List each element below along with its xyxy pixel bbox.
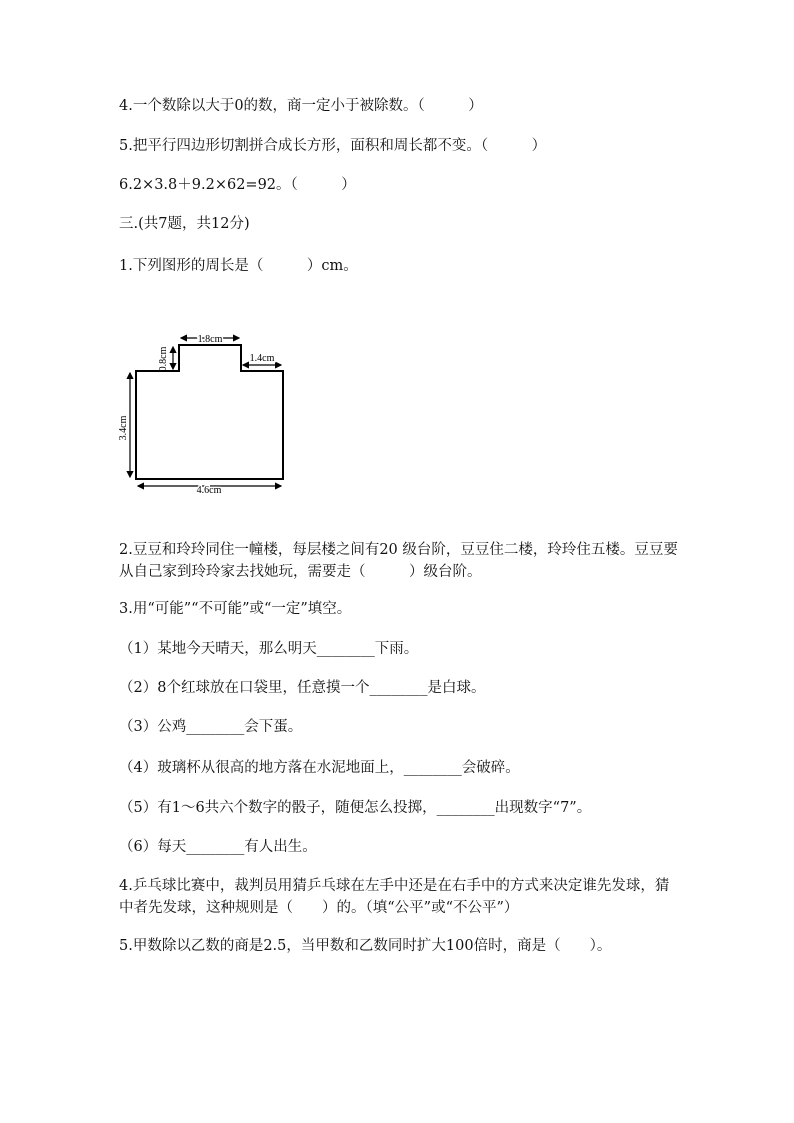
section3-question-3-1: （1）某地今天晴天，那么明天________下雨。 <box>119 641 419 657</box>
section3-question-5: 5.甲数除以乙数的商是2.5，当甲数和乙数同时扩大100倍时，商是（ ）。 <box>119 938 612 954</box>
dim-left-label: 3.4cm <box>118 415 129 441</box>
dim-top-label: 1.8cm <box>197 334 223 345</box>
section3-question-3-2: （2）8个红球放在口袋里，任意摸一个________是白球。 <box>119 680 486 696</box>
perimeter-figure <box>115 325 295 504</box>
section-3-heading: 三.(共7题，共12分) <box>119 216 250 232</box>
section3-question-4: 4.乒乓球比赛中，裁判员用猜乒乓球在左手中还是在右手中的方式来决定谁先发球，猜中者先发球，这种规则是（ ）的。（填“公平”或“不公平”） <box>119 878 670 916</box>
dim-right-label: 1.4cm <box>249 353 275 364</box>
section3-question-2: 2.豆豆和玲玲同住一幢楼，每层楼之间有20 级台阶，豆豆住二楼，玲玲住五楼。豆豆要从自己家到玲玲家去找她玩，需要走（ ）级台阶。 <box>119 542 678 580</box>
question-4: 4.一个数除以大于0的数，商一定小于被除数。（ ） <box>119 98 483 114</box>
section3-question-3-5: （5）有1～6共六个数字的骰子，随便怎么投掷，________出现数字“7”。 <box>119 800 592 816</box>
dim-left-small-label: 0.8cm <box>158 346 169 372</box>
section3-question-3-6: （6）每天________有人出生。 <box>119 839 317 855</box>
section3-question-1: 1.下列图形的周长是（ ）cm。 <box>119 258 358 274</box>
section3-question-3-3: （3）公鸡________会下蛋。 <box>119 719 303 735</box>
section3-question-3-4: （4）玻璃杯从很高的地方落在水泥地面上，________会破碎。 <box>119 760 520 776</box>
question-6: 6.2×3.8＋9.2×62=92。（ ） <box>119 177 356 193</box>
question-5: 5.把平行四边形切割拼合成长方形，面积和周长都不变。（ ） <box>119 138 547 154</box>
perimeter-figure-svg <box>115 325 295 500</box>
dim-bottom-label: 4.6cm <box>196 485 222 496</box>
section3-question-3: 3.用“可能”“不可能”或“一定”填空。 <box>119 601 352 617</box>
